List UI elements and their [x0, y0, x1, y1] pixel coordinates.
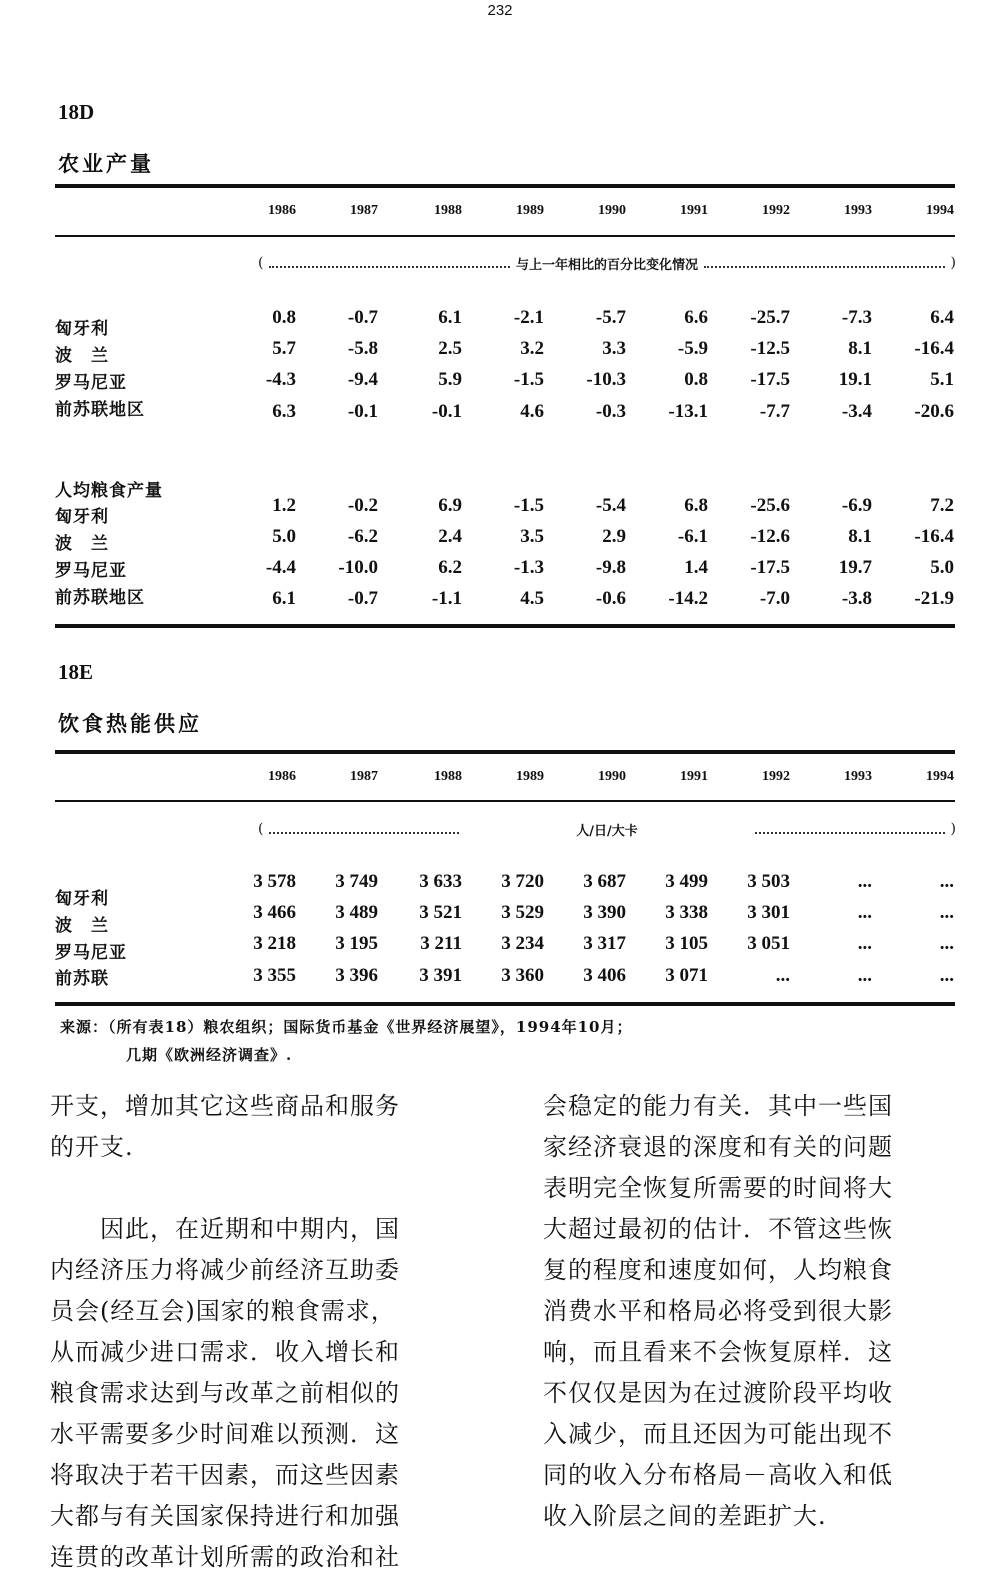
table-18d-top-rule [55, 184, 955, 188]
year-header-cell: 1990 [598, 203, 626, 218]
table-cell: -0.7 [347, 307, 378, 328]
body-text-line: 粮食需求达到与改革之前相似的 [50, 1379, 400, 1407]
table-18d-header-rule [55, 235, 955, 237]
table-cell: 6.9 [438, 495, 462, 516]
table-cell: 2.4 [438, 526, 462, 547]
year-header-cell: 1987 [350, 203, 378, 218]
table-cell: -4.4 [265, 557, 296, 578]
table-18e-bottom-rule [55, 1002, 955, 1006]
table-cell: -0.1 [431, 401, 462, 422]
table-cell: -1.5 [513, 495, 544, 516]
table-cell: 5.0 [930, 557, 954, 578]
table-cell: 1.2 [272, 495, 296, 516]
table-cell: -17.5 [750, 369, 790, 390]
body-text-line: 不仅仅是因为在过渡阶段平均收 [543, 1379, 893, 1407]
table-cell: -5.4 [595, 495, 626, 516]
row-label: 匈牙利 [55, 889, 109, 909]
body-text-line: 内经济压力将减少前经济互助委 [50, 1256, 400, 1284]
paren-open: ( [258, 821, 264, 837]
table-cell: ... [857, 933, 872, 954]
row-label: 匈牙利 [55, 507, 109, 527]
paren-close: ) [950, 821, 956, 837]
table-cell: 5.9 [438, 369, 462, 390]
table-cell: -21.9 [914, 588, 954, 609]
table-cell: -20.6 [914, 401, 954, 422]
row-label: 罗马尼亚 [55, 373, 127, 393]
table-cell: 5.7 [272, 338, 296, 359]
table-cell: -7.7 [759, 401, 790, 422]
table-cell: 4.6 [520, 401, 544, 422]
row-label: 前苏联地区 [55, 588, 145, 608]
table-cell: ... [857, 902, 872, 923]
dotted-leader [269, 266, 510, 268]
table-cell: -7.3 [841, 307, 872, 328]
body-text-line: 开支，增加其它这些商品和服务 [50, 1092, 400, 1120]
table-cell: -5.7 [595, 307, 626, 328]
table-cell: 3 234 [501, 933, 544, 954]
table-cell: -6.1 [677, 526, 708, 547]
year-header-cell: 1992 [762, 203, 790, 218]
table-cell: 3 355 [253, 965, 296, 986]
table-cell: 3.3 [602, 338, 626, 359]
table-cell: 3.5 [520, 526, 544, 547]
year-header-cell: 1987 [350, 769, 378, 784]
table-cell: -3.4 [841, 401, 872, 422]
table-cell: 3 071 [665, 965, 708, 986]
table-18e-unit-label: 人/日/大卡 [576, 823, 638, 839]
table-18e-title: 饮食热能供应 [58, 711, 202, 736]
table-cell: 6.1 [438, 307, 462, 328]
table-cell: 6.1 [272, 588, 296, 609]
table-cell: 6.6 [684, 307, 708, 328]
table-cell: -1.5 [513, 369, 544, 390]
body-text-line: 会稳定的能力有关．其中一些国 [543, 1092, 893, 1120]
table-cell: -3.8 [841, 588, 872, 609]
body-text-line: 员会(经互会)国家的粮食需求， [50, 1297, 396, 1325]
table-cell: 3 578 [253, 871, 296, 892]
body-text-line: 因此，在近期和中期内，国 [50, 1215, 400, 1243]
table-cell: -5.9 [677, 338, 708, 359]
table-cell: ... [939, 871, 954, 892]
table-cell: -2.1 [513, 307, 544, 328]
table-cell: 3 396 [335, 965, 378, 986]
body-text-line: 同的收入分布格局－高收入和低 [543, 1461, 893, 1489]
table-18d-bottom-rule [55, 624, 955, 628]
source-note-line-2: 几期《欧洲经济调查》. [126, 1046, 293, 1064]
body-right-column [543, 1086, 963, 1537]
table-cell: -0.3 [595, 401, 626, 422]
table-cell: 3 218 [253, 933, 296, 954]
body-text-line: 将取决于若干因素，而这些因素 [50, 1461, 400, 1489]
body-text-line: 表明完全恢复所需要的时间将大 [543, 1174, 893, 1202]
body-text-line: 消费水平和格局必将受到很大影 [543, 1297, 893, 1325]
row-label: 波 兰 [55, 346, 109, 366]
year-header-cell: 1991 [680, 769, 708, 784]
table-cell: 3 503 [747, 871, 790, 892]
page-number: 232 [487, 2, 513, 19]
table-18d-id: 18D [58, 100, 95, 124]
table-cell: -1.1 [431, 588, 462, 609]
table-cell: 3 317 [583, 933, 626, 954]
body-text-line: 复的程度和速度如何，人均粮食 [543, 1256, 893, 1284]
table-cell: -9.8 [595, 557, 626, 578]
table-cell: 3 687 [583, 871, 626, 892]
table-cell: 3 749 [335, 871, 378, 892]
body-text-line: 响，而且看来不会恢复原样．这 [543, 1338, 893, 1366]
table-cell: 3 466 [253, 902, 296, 923]
year-header-cell: 1993 [844, 769, 872, 784]
table-cell: 6.3 [272, 401, 296, 422]
year-header-cell: 1994 [926, 203, 954, 218]
row-label: 匈牙利 [55, 319, 109, 339]
table-cell: -7.0 [759, 588, 790, 609]
table-18d-unit-label: 与上一年相比的百分比变化情况 [516, 257, 699, 273]
table-cell: -4.3 [265, 369, 296, 390]
dotted-leader [269, 832, 459, 834]
year-header-cell: 1988 [434, 203, 462, 218]
table-cell: ... [939, 965, 954, 986]
table-cell: 3 499 [665, 871, 708, 892]
table-cell: -12.5 [750, 338, 790, 359]
table-cell: 5.0 [272, 526, 296, 547]
year-header-cell: 1990 [598, 769, 626, 784]
table-cell: 7.2 [930, 495, 954, 516]
table-cell: 3 105 [665, 933, 708, 954]
table-cell: 19.1 [838, 369, 872, 390]
table-cell: 3 391 [419, 965, 462, 986]
table-cell: 0.8 [684, 369, 708, 390]
table-cell: 3 406 [583, 965, 626, 986]
table-cell: 6.8 [684, 495, 708, 516]
table-18d-subhead: 人均粮食产量 [55, 481, 163, 501]
table-cell: 3 338 [665, 902, 708, 923]
body-text-line: 连贯的改革计划所需的政治和社 [50, 1543, 400, 1571]
table-cell: -0.7 [347, 588, 378, 609]
body-text-line: 大超过最初的估计．不管这些恢 [543, 1215, 893, 1243]
table-cell: -12.6 [750, 526, 790, 547]
table-cell: 3.2 [520, 338, 544, 359]
body-text-line: 水平需要多少时间难以预测．这 [50, 1420, 400, 1448]
table-cell: 3 051 [747, 933, 790, 954]
table-cell: 2.5 [438, 338, 462, 359]
table-cell: 6.4 [930, 307, 954, 328]
dotted-leader [755, 832, 945, 834]
table-cell: 3 301 [747, 902, 790, 923]
table-cell: ... [857, 871, 872, 892]
table-cell: 1.4 [684, 557, 708, 578]
body-text-line: 的开支. [50, 1133, 134, 1161]
table-cell: -5.8 [347, 338, 378, 359]
table-cell: 3 720 [501, 871, 544, 892]
table-cell: 8.1 [848, 526, 872, 547]
table-cell: -0.2 [347, 495, 378, 516]
table-cell: 19.7 [838, 557, 872, 578]
year-header-cell: 1994 [926, 769, 954, 784]
table-cell: 3 633 [419, 871, 462, 892]
table-cell: 3 360 [501, 965, 544, 986]
table-cell: 8.1 [848, 338, 872, 359]
table-cell: -25.7 [750, 307, 790, 328]
table-cell: -13.1 [668, 401, 708, 422]
table-18e-id: 18E [58, 660, 94, 684]
table-cell: -10.0 [338, 557, 378, 578]
year-header-cell: 1989 [516, 203, 544, 218]
table-cell: -16.4 [914, 526, 954, 547]
paren-open: ( [258, 255, 264, 271]
table-cell: 6.2 [438, 557, 462, 578]
table-18e-unit-row [258, 818, 956, 840]
table-18d-unit-row [258, 252, 956, 274]
table-cell: -25.6 [750, 495, 790, 516]
paren-close: ) [950, 255, 957, 271]
body-text-line: 入减少，而且还因为可能出现不 [543, 1420, 893, 1448]
body-text-line [50, 1168, 470, 1209]
table-cell: 3 489 [335, 902, 378, 923]
year-header-cell: 1991 [680, 203, 708, 218]
table-cell: 5.1 [930, 369, 954, 390]
year-header-cell: 1992 [762, 769, 790, 784]
table-cell: 3 195 [335, 933, 378, 954]
table-cell: -6.9 [841, 495, 872, 516]
table-cell: 3 521 [419, 902, 462, 923]
table-cell: 3 211 [420, 933, 462, 954]
dotted-leader [704, 266, 945, 268]
table-cell: -14.2 [668, 588, 708, 609]
table-cell: 3 390 [583, 902, 626, 923]
table-cell: 0.8 [272, 307, 296, 328]
body-text-line: 家经济衰退的深度和有关的问题 [543, 1133, 893, 1161]
table-18e-top-rule [55, 750, 955, 754]
row-label: 罗马尼亚 [55, 561, 127, 581]
body-text-line: 大都与有关国家保持进行和加强 [50, 1502, 400, 1530]
year-header-cell: 1986 [268, 769, 296, 784]
table-cell: 2.9 [602, 526, 626, 547]
table-cell: -6.2 [347, 526, 378, 547]
source-note-line-1: 来源：（所有表18）粮农组织；国际货币基金《世界经济展望》，1994年10月； [60, 1018, 633, 1036]
table-cell: -16.4 [914, 338, 954, 359]
table-cell: -9.4 [347, 369, 378, 390]
table-cell: ... [939, 933, 954, 954]
table-18d-title: 农业产量 [58, 151, 154, 176]
body-text-line: 从而减少进口需求．收入增长和 [50, 1338, 400, 1366]
year-header-cell: 1989 [516, 769, 544, 784]
year-header-cell: 1993 [844, 203, 872, 218]
table-cell: ... [939, 902, 954, 923]
table-18e-header-rule [55, 800, 955, 802]
table-cell: -1.3 [513, 557, 544, 578]
year-header-cell: 1988 [434, 769, 462, 784]
table-cell: 4.5 [520, 588, 544, 609]
table-cell: -17.5 [750, 557, 790, 578]
row-label: 罗马尼亚 [55, 943, 127, 963]
table-cell: 3 529 [501, 902, 544, 923]
table-cell: ... [775, 965, 790, 986]
row-label: 波 兰 [55, 916, 109, 936]
row-label: 前苏联 [55, 969, 109, 989]
table-cell: ... [857, 965, 872, 986]
table-cell: -0.1 [347, 401, 378, 422]
body-text-line: 收入阶层之间的差距扩大. [543, 1502, 827, 1530]
row-label: 波 兰 [55, 534, 109, 554]
table-cell: -0.6 [595, 588, 626, 609]
year-header-cell: 1986 [268, 203, 296, 218]
table-cell: -10.3 [586, 369, 626, 390]
body-left-column [50, 1086, 470, 1578]
row-label: 前苏联地区 [55, 400, 145, 420]
